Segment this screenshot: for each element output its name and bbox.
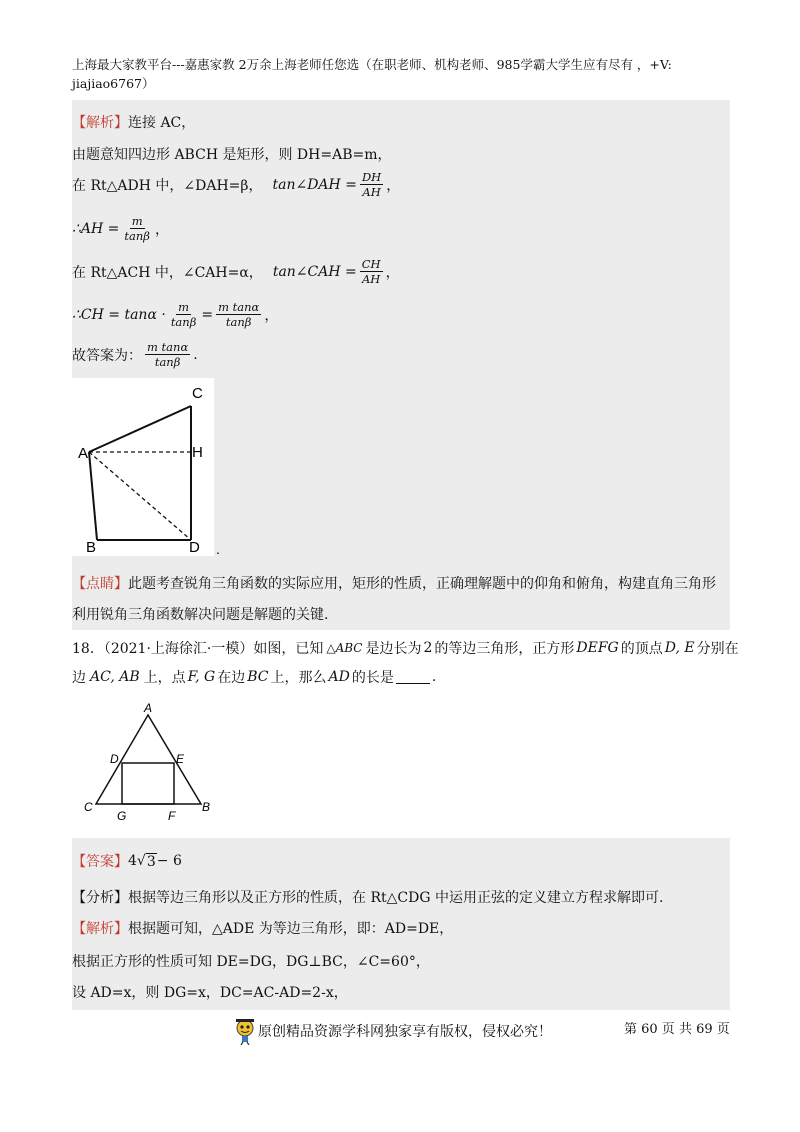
comma: ，	[264, 307, 279, 324]
q18-text-b: 是边长为	[365, 641, 422, 657]
segment-ad: AD	[328, 669, 350, 685]
q18-text-g: 上，点	[143, 670, 186, 686]
points-de: D, E	[664, 640, 695, 656]
points-fg: F, G	[187, 669, 216, 685]
comma: ，	[385, 264, 400, 281]
frac-num: m	[178, 300, 190, 314]
q17-dianjing-line	[72, 573, 716, 593]
q18-text-j: 的长是	[351, 670, 394, 686]
q18-line-b	[72, 951, 430, 971]
label-f: F	[168, 809, 176, 823]
label-a: A	[144, 701, 153, 715]
label-g: G	[117, 809, 127, 823]
q18-line-c-text: 设 AD=x，则 DG=x，DC=AC-AD=2-x，	[72, 985, 348, 1001]
jiexi-text: 根据题可知，△ADE 为等边三角形，即：AD=DE，	[128, 921, 454, 937]
frac-den: tanβ	[154, 355, 181, 369]
period: .	[431, 669, 437, 685]
label-d: D	[189, 539, 200, 556]
figure-period: .	[216, 541, 220, 556]
page-number: 第 60 页 共 69 页	[624, 1022, 730, 1037]
q17-answer-line	[72, 340, 198, 369]
edge-bc: BC	[247, 669, 269, 685]
frac-den: tanβ	[170, 315, 197, 329]
answer-blank	[396, 671, 430, 684]
frac-num: CH	[361, 257, 381, 271]
label-h: H	[192, 444, 203, 461]
edges-ac-ab: AC, AB	[90, 669, 140, 685]
frac-num: DH	[361, 170, 382, 184]
square-defg: DEFG	[576, 640, 619, 656]
comma: ，	[386, 177, 401, 194]
q17-rectangle-figure	[72, 378, 232, 556]
q18-answer-line	[72, 851, 182, 871]
frac-num: m tanα	[218, 300, 260, 314]
q17-line-4	[72, 214, 169, 243]
label-d: D	[110, 752, 119, 766]
tan-dah: tan∠DAH =	[272, 176, 357, 193]
header-line-1: 上海最大家教平台---嘉惠家教 2万余上海老师任您选（在职老师、机构老师、985学霸大学生应有尽有 ，+V:	[72, 57, 672, 72]
q18-text-f: 边	[72, 670, 86, 686]
q17-line-6	[72, 300, 278, 329]
fraction-m-tanb	[122, 214, 152, 243]
label-c: C	[84, 800, 93, 814]
q18-triangle-square-figure	[80, 700, 220, 825]
q17-line-2-text: 由题意知四边形 ABCH 是矩形，则 DH=AB=m，	[72, 147, 392, 163]
q18-statement-line-2	[72, 667, 436, 687]
dianjing-text-2: 利用锐角三角函数解决问题是解题的关键.	[72, 607, 329, 623]
equals-sign: =	[201, 306, 214, 323]
mascot-icon	[234, 1017, 258, 1045]
comma: ，	[154, 221, 169, 238]
sqrt-radicand: 3	[146, 853, 156, 870]
side-length: 2	[423, 640, 433, 656]
dianjing-text: 此题考查锐角三角函数的实际应用，矩形的性质，正确理解题中的仰角和俯角，构建直角三角形	[128, 576, 716, 592]
jiexi-tag: 【解析】	[72, 115, 128, 131]
label-b: B	[86, 539, 97, 556]
q18-fenxi-line	[72, 887, 663, 907]
fenxi-text: 根据等边三角形以及正方形的性质，在 Rt△CDG 中运用正弦的定义建立方程求解即可.	[128, 890, 664, 906]
q17-jiexi-line	[72, 112, 195, 132]
q18-statement-line-1	[72, 638, 739, 658]
answer-rest: − 6	[156, 853, 182, 869]
q17-line-2	[72, 144, 392, 164]
frac-den: tanβ	[225, 315, 252, 329]
frac-num: m	[131, 214, 143, 228]
q18-text-h: 在边	[217, 670, 246, 686]
q18-text-d: 的顶点	[620, 641, 663, 657]
q18-line-b-text: 根据正方形的性质可知 DE=DG，DG⊥BC，∠C=60°，	[72, 954, 430, 970]
answer-fraction	[145, 340, 190, 369]
fraction-dh-ah	[360, 170, 383, 199]
q17-line-5-text: 在 Rt△ACH 中，∠CAH=α，	[72, 264, 263, 281]
q17-line-5	[72, 257, 400, 286]
frac-num: m tanα	[147, 340, 189, 354]
q18-text-a: 18．（2021·上海徐汇·一模）如图，已知	[72, 641, 324, 657]
dianjing-tag: 【点睛】	[72, 576, 128, 592]
q18-text-e: 分别在	[696, 641, 739, 657]
jiexi-tag: 【解析】	[72, 921, 128, 937]
page-footer	[234, 1017, 552, 1045]
figure-background	[72, 378, 214, 556]
jiexi-text: 连接 AC，	[128, 115, 196, 131]
q18-line-c	[72, 982, 348, 1002]
label-b: B	[202, 800, 211, 814]
fenxi-tag: 【分析】	[72, 890, 128, 906]
label-a: A	[78, 445, 89, 462]
square-defg-shape	[122, 763, 174, 804]
q18-jiexi-line	[72, 918, 453, 938]
frac-den: AH	[361, 272, 381, 286]
answer-label: 故答案为：	[72, 347, 142, 364]
tan-cah: tan∠CAH =	[272, 263, 357, 280]
fraction-ch-ah	[360, 257, 383, 286]
copyright-text: 原创精品资源学科网独家享有版权，侵权必究！	[258, 1024, 552, 1040]
period: .	[193, 346, 198, 363]
label-c: C	[192, 385, 203, 402]
ch-equals: ∴CH = tanα ·	[72, 306, 166, 323]
fraction-m-tanb-2	[169, 300, 199, 329]
answer-coef: 4	[128, 853, 137, 869]
q17-line-3-text: 在 Rt△ADH 中，∠DAH=β，	[72, 177, 263, 194]
frac-den: AH	[362, 185, 381, 199]
page-header	[72, 55, 732, 93]
fraction-mtana-tanb	[216, 300, 261, 329]
q17-line-3	[72, 170, 400, 199]
q18-text-i: 上，那么	[270, 670, 327, 686]
label-e: E	[176, 752, 185, 766]
header-line-2: jiajiao6767）	[72, 76, 155, 91]
ah-equals: ∴AH =	[72, 220, 120, 237]
q17-dianjing-line-2	[72, 604, 328, 624]
sqrt-symbol: √	[136, 853, 146, 869]
triangle-abc: △ABC	[326, 641, 363, 655]
daan-tag: 【答案】	[72, 854, 128, 870]
frac-den: tanβ	[124, 229, 150, 243]
q18-text-c: 的等边三角形，正方形	[434, 641, 575, 657]
